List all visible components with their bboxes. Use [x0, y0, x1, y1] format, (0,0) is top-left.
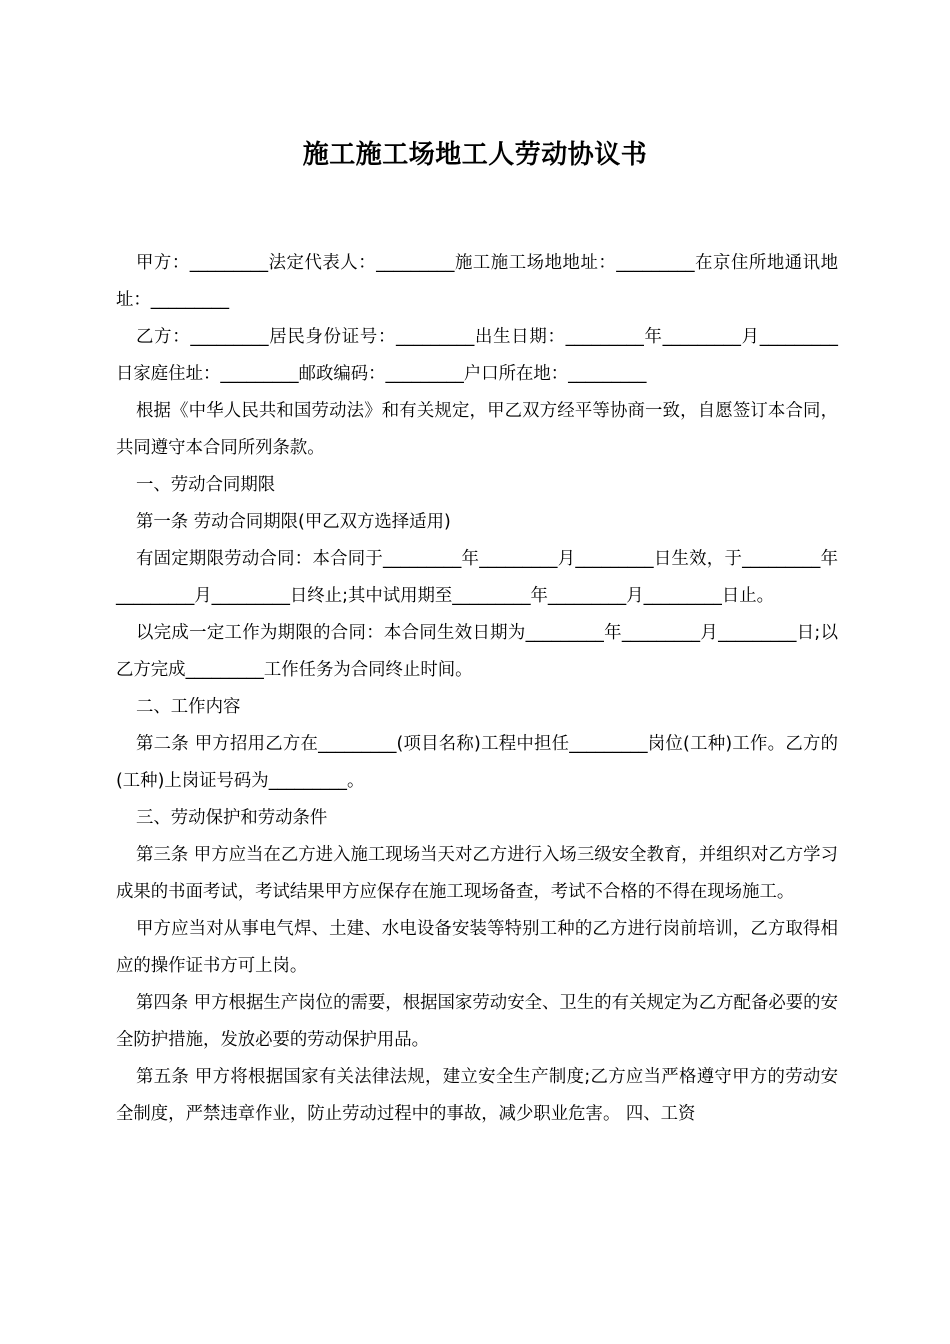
- article-1-heading: 第一条 劳动合同期限(甲乙双方选择适用): [136, 512, 451, 532]
- document-body: [116, 245, 838, 1133]
- document-title: 施工施工场地工人劳动协议书: [302, 140, 648, 170]
- fixed-term-contract-paragraph: 有固定期限劳动合同：本合同于_________年_________月_________日生效，于_________年_________月_________日终止;其中试用期至_________年_________月_________日止。: [116, 549, 838, 606]
- article-3-paragraph: 第三条 甲方应当在乙方进入施工现场当天对乙方进行入场三级安全教育，并组织对乙方学习成果的书面考试，考试结果甲方应保存在施工现场备查，考试不合格的不得在现场施工。: [116, 845, 838, 902]
- task-term-contract-paragraph: 以完成一定工作为期限的合同：本合同生效日期为_________年_________月_________日;以乙方完成_________工作任务为合同终止时间。: [116, 623, 838, 680]
- preamble-paragraph: 根据《中华人民共和国劳动法》和有关规定，甲乙双方经平等协商一致，自愿签订本合同，共同遵守本合同所列条款。: [116, 401, 838, 458]
- article-2-paragraph: 第二条 甲方招用乙方在_________(项目名称)工程中担任_________岗位(工种)工作。乙方的(工种)上岗证号码为_________。: [116, 734, 838, 791]
- party-a-info: 甲方：_________法定代表人：_________施工施工场地地址：_________在京住所地通讯地址：_________: [116, 253, 838, 310]
- special-trade-training-paragraph: 甲方应当对从事电气焊、土建、水电设备安装等特别工种的乙方进行岗前培训，乙方取得相应的操作证书方可上岗。: [116, 919, 838, 976]
- section-heading-labor-protection: 三、劳动保护和劳动条件: [136, 808, 328, 828]
- party-b-info: 乙方：_________居民身份证号：_________出生日期：_________年_________月_________日家庭住址：_________邮政编码：_________户口所在地：_________: [116, 327, 838, 384]
- section-heading-work-content: 二、工作内容: [136, 697, 241, 717]
- section-heading-contract-term: 一、劳动合同期限: [136, 475, 276, 495]
- article-4-paragraph: 第四条 甲方根据生产岗位的需要，根据国家劳动安全、卫生的有关规定为乙方配备必要的安全防护措施，发放必要的劳动保护用品。: [116, 993, 838, 1050]
- article-5-paragraph: 第五条 甲方将根据国家有关法律法规，建立安全生产制度;乙方应当严格遵守甲方的劳动安全制度，严禁违章作业，防止劳动过程中的事故，减少职业危害。 四、工资: [116, 1067, 838, 1124]
